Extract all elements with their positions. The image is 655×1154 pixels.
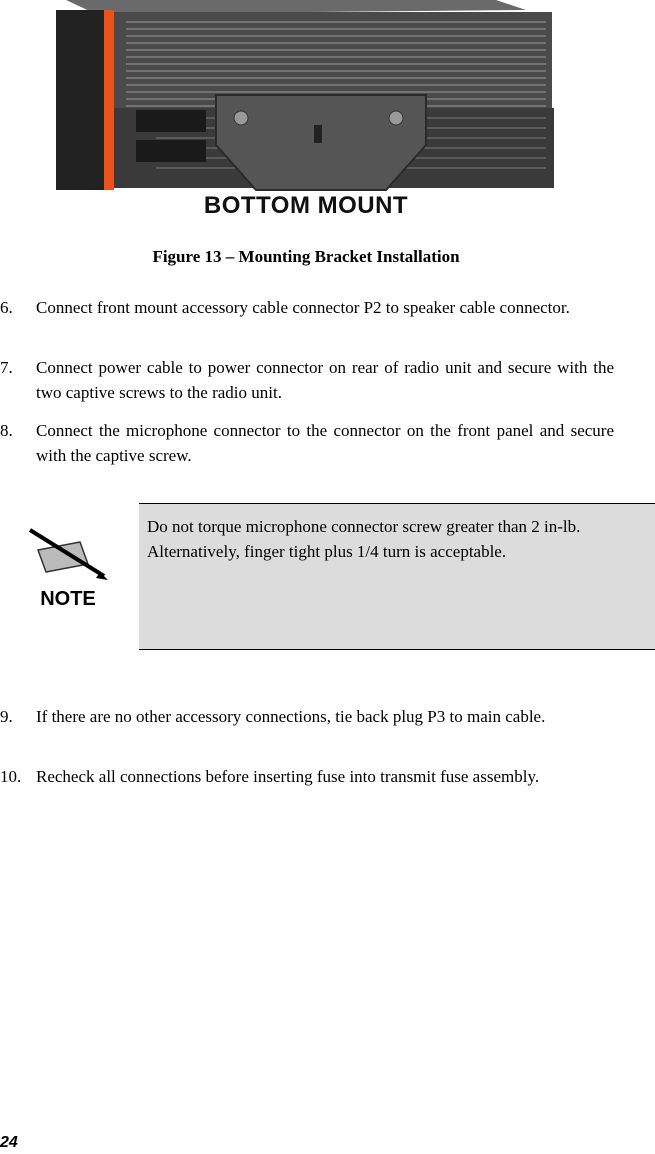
mounting-bracket-figure [56, 0, 556, 230]
figure-caption: Figure 13 – Mounting Bracket Installation [152, 247, 460, 266]
note-label: NOTE [40, 588, 96, 610]
list-item-step-8 [0, 418, 614, 468]
list-item-step-9 [0, 704, 614, 729]
list-item-step-10 [0, 764, 614, 789]
page-number: 24 [0, 1134, 18, 1151]
note-icon-block [26, 520, 110, 620]
step-number: 6. [0, 298, 13, 317]
note-box [139, 503, 655, 650]
note-text: Do not torque microphone connector screw greater than 2 in-lb. Alternatively, finger tight plus 1/4 turn is acceptable. [147, 517, 581, 561]
step-number: 9. [0, 707, 13, 726]
step-number: 8. [0, 421, 13, 440]
list-item-step-7 [0, 355, 614, 405]
step-text: Connect the microphone connector to the connector on the front panel and secure with the captive screw. [36, 421, 614, 465]
step-number: 10. [0, 767, 22, 786]
step-text: Connect front mount accessory cable connector P2 to speaker cable connector. [36, 298, 570, 317]
step-text: Recheck all connections before inserting fuse into transmit fuse assembly. [36, 767, 540, 786]
radio-unit-illustration [56, 0, 556, 195]
step-number: 7. [0, 358, 13, 377]
list-item-step-6 [0, 295, 614, 320]
figure-image-label: BOTTOM MOUNT [203, 192, 409, 219]
step-text: If there are no other accessory connections, tie back plug P3 to main cable. [36, 707, 546, 726]
note-pencil-icon [26, 520, 110, 582]
step-text: Connect power cable to power connector on rear of radio unit and secure with the two captive screws to the radio unit. [36, 358, 614, 402]
